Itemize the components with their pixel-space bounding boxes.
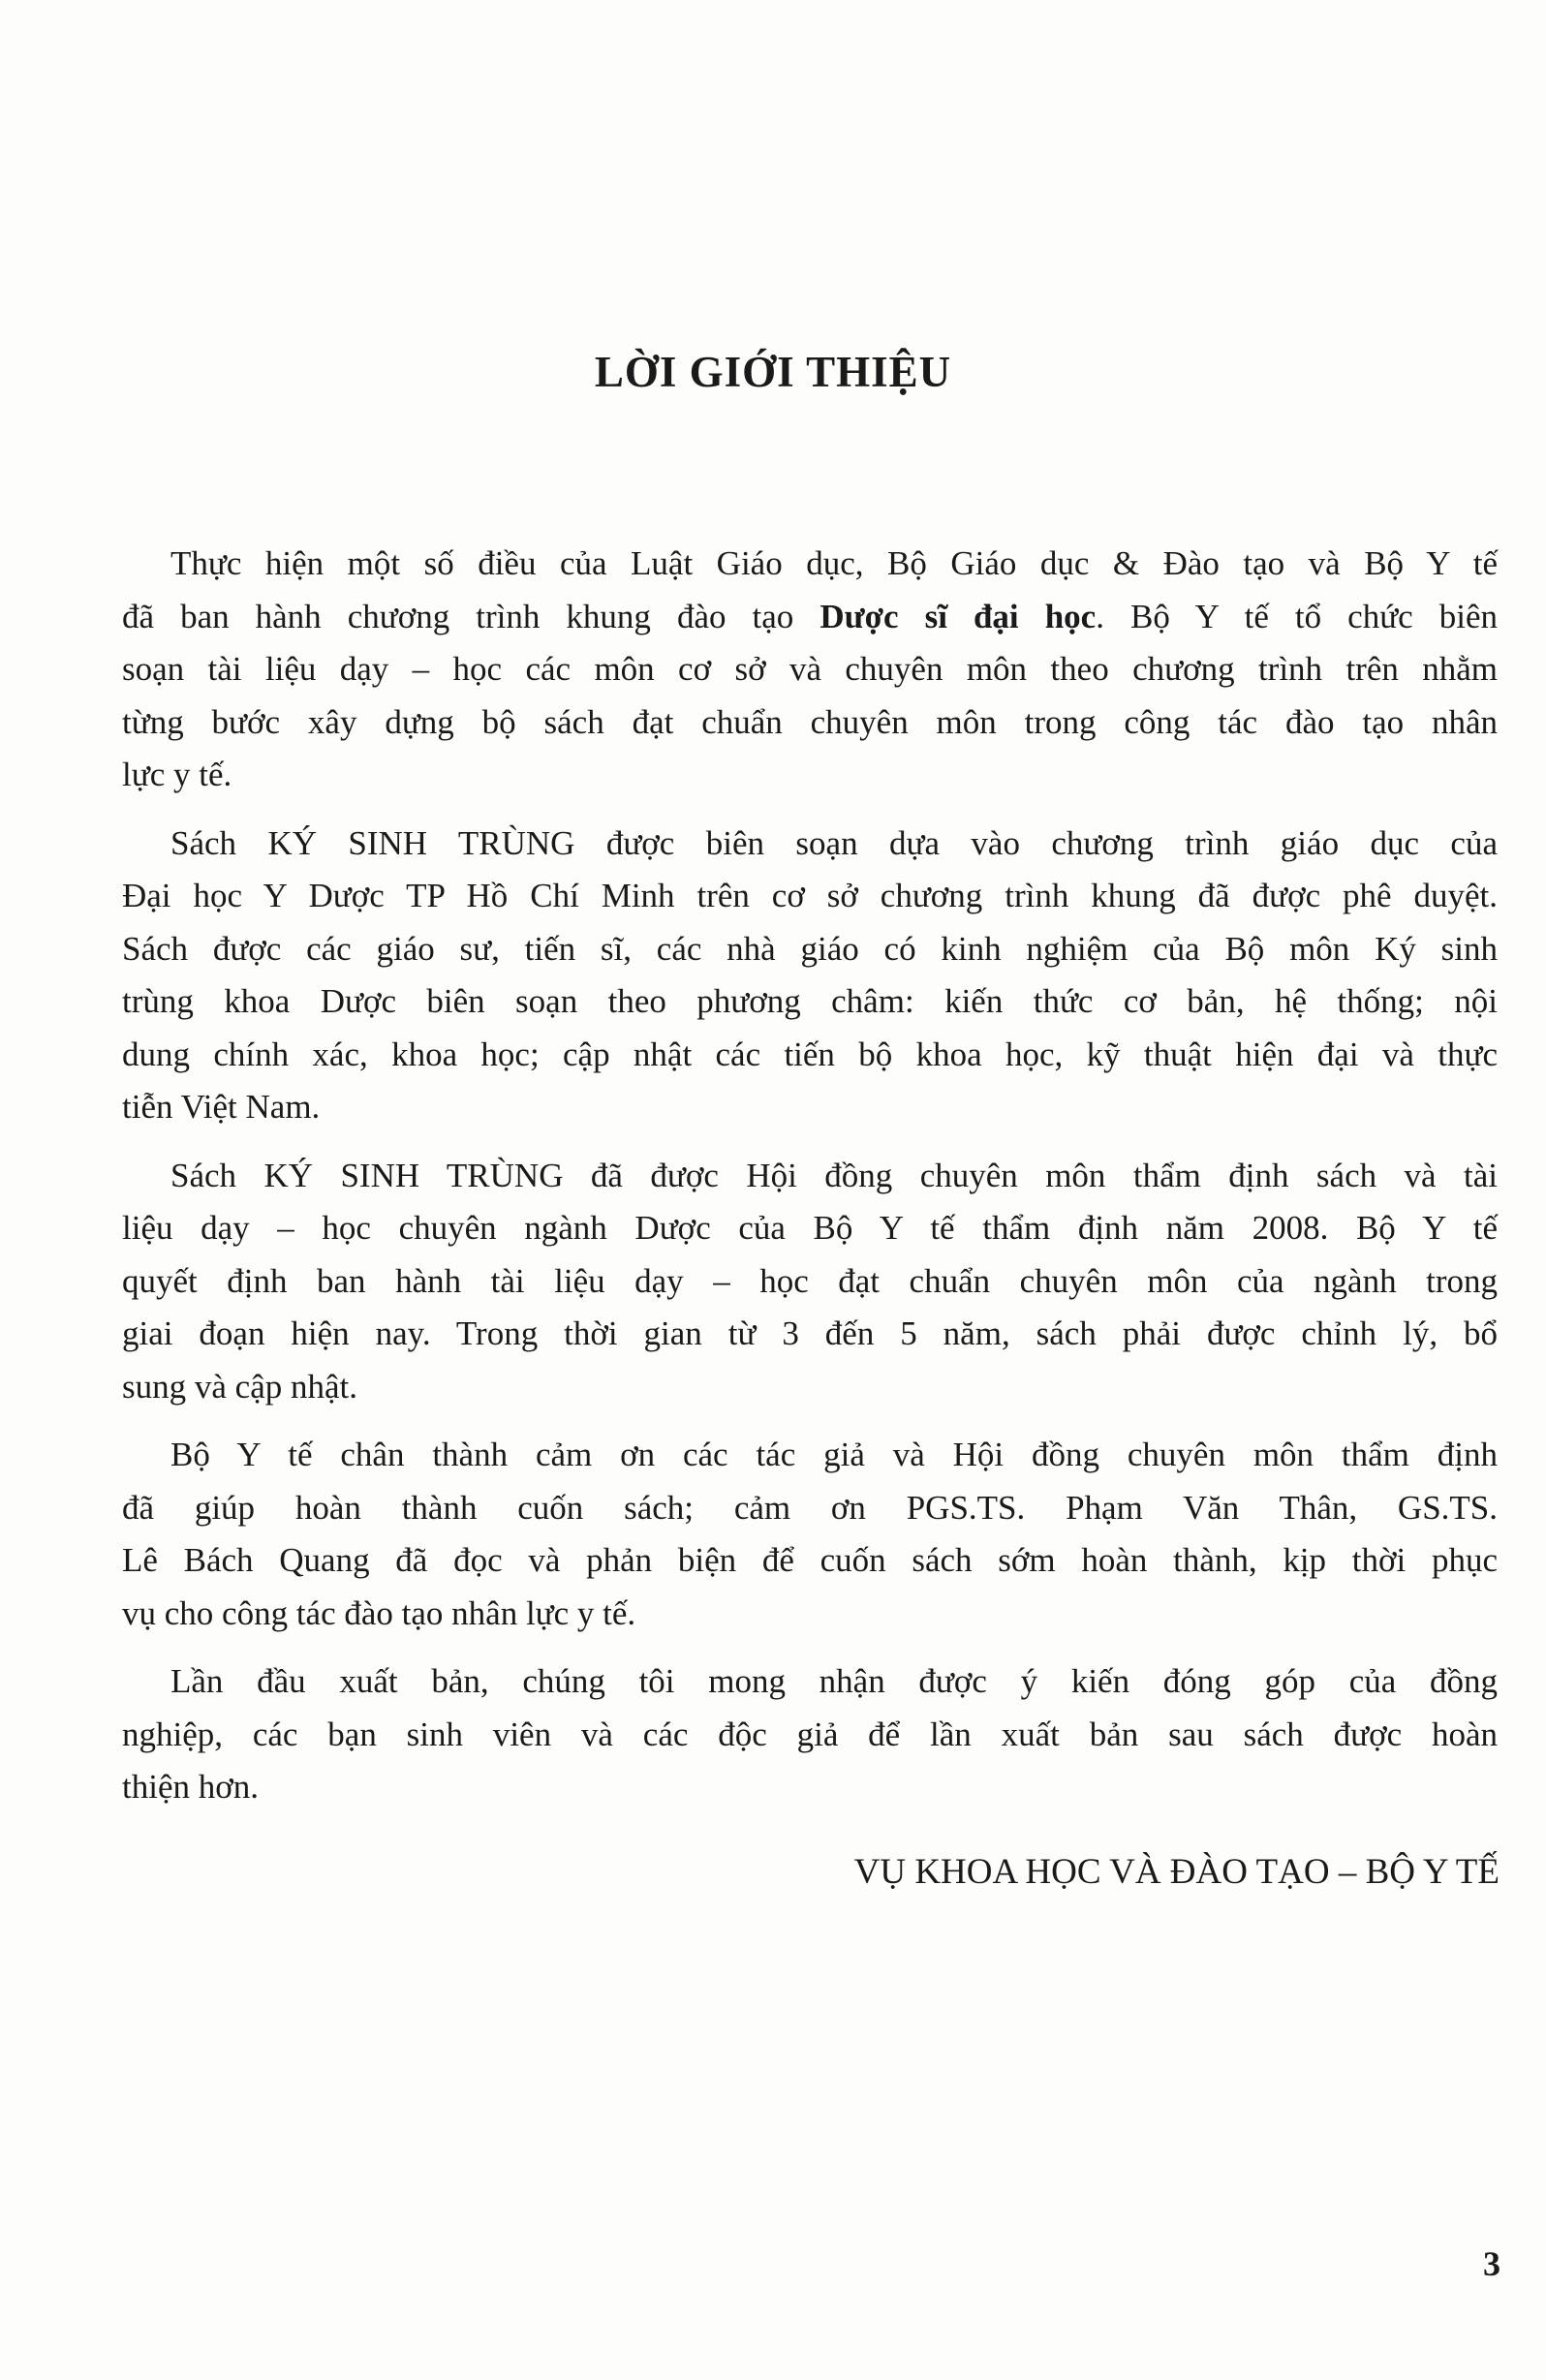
text-line: tiễn Việt Nam. [122,1088,321,1126]
text-line: Sách KÝ SINH TRÙNG đã được Hội đồng chuyên môn thẩm định sách và tài [170,1156,1498,1194]
body-text [122,538,1498,1830]
text-line: quyết định ban hành tài liệu dạy – học đạt chuẩn chuyên môn của ngành trong [122,1261,1498,1300]
page-title: LỜI GIỚI THIỆU [594,348,952,396]
text-line: đã giúp hoàn thành cuốn sách; cảm ơn PGS.TS. Phạm Văn Thân, GS.TS. [122,1488,1498,1527]
text-line: đã ban hành chương trình khung đào tạo Dược sĩ đại học. Bộ Y tế tổ chức biên [122,597,1498,635]
signature: VỤ KHOA HỌC VÀ ĐÀO TẠO – BỘ Y TẾ [853,1852,1500,1892]
paragraph-1 [122,538,1498,802]
text-line: dung chính xác, khoa học; cập nhật các tiến bộ khoa học, kỹ thuật hiện đại và thực [122,1035,1498,1073]
text-line: giai đoạn hiện nay. Trong thời gian từ 3 đến 5 năm, sách phải được chỉnh lý, bổ [122,1314,1498,1352]
paragraph-4 [122,1429,1498,1640]
paragraph-2 [122,818,1498,1134]
paragraph-3 [122,1150,1498,1414]
text-line: thiện hơn. [122,1768,259,1806]
text-line: vụ cho công tác đào tạo nhân lực y tế. [122,1593,636,1632]
paragraph-5 [122,1655,1498,1814]
text-line: sung và cập nhật. [122,1367,357,1406]
text-line: Lần đầu xuất bản, chúng tôi mong nhận được ý kiến đóng góp của đồng [170,1662,1498,1700]
text-line: lực y tế. [122,756,232,793]
text-line: soạn tài liệu dạy – học các môn cơ sở và chuyên môn theo chương trình trên nhằm [122,650,1498,688]
text-line: Sách KÝ SINH TRÙNG được biên soạn dựa vào chương trình giáo dục của [170,823,1498,862]
text-line: Thực hiện một số điều của Luật Giáo dục, Bộ Giáo dục & Đào tạo và Bộ Y tế [170,544,1498,582]
text-line: nghiệp, các bạn sinh viên và các độc giả để lần xuất bản sau sách được hoàn [122,1715,1498,1753]
text-line: Đại học Y Dược TP Hồ Chí Minh trên cơ sở chương trình khung đã được phê duyệt. [122,877,1498,914]
page-number: 3 [1483,2244,1500,2283]
text-line: trùng khoa Dược biên soạn theo phương châm: kiến thức cơ bản, hệ thống; nội [122,982,1498,1020]
text-line: Sách được các giáo sư, tiến sĩ, các nhà giáo có kinh nghiệm của Bộ môn Ký sinh [122,929,1498,968]
text-line: từng bước xây dựng bộ sách đạt chuẩn chuyên môn trong công tác đào tạo nhân [122,702,1498,741]
text-line: Lê Bách Quang đã đọc và phản biện để cuốn sách sớm hoàn thành, kịp thời phục [122,1541,1498,1579]
text-line: liệu dạy – học chuyên ngành Dược của Bộ Y tế thẩm định năm 2008. Bộ Y tế [122,1209,1498,1247]
text-line: Bộ Y tế chân thành cảm ơn các tác giả và Hội đồng chuyên môn thẩm định [170,1436,1498,1473]
